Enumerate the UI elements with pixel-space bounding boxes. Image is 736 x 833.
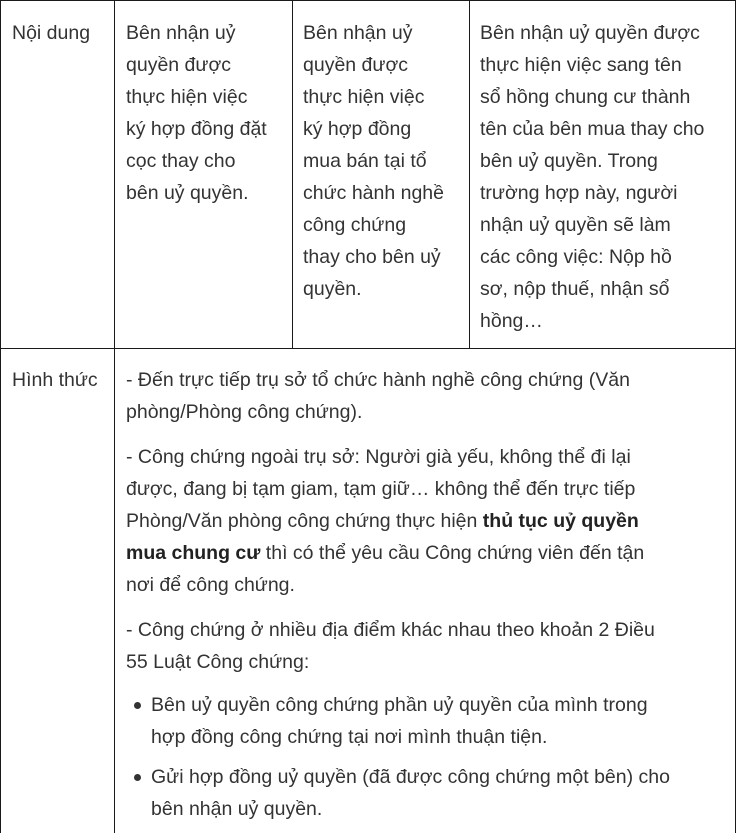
row1-col1-cell: [126, 17, 290, 209]
text-line: Bên nhận uỷ quyền được: [480, 22, 700, 44]
text-run: thì có thể yêu cầu Công chứng viên đến tận: [260, 542, 645, 564]
bold-keyword: mua chung cư: [126, 542, 261, 564]
row2-content-cell: [126, 364, 732, 678]
text-line: ký hợp đồng đặt: [126, 118, 267, 140]
text-line: mua bán tại tổ: [303, 150, 427, 172]
text-line: - Công chứng ngoài trụ sở: Người già yếu, không thể đi lại: [126, 446, 631, 468]
text-line: hồng…: [480, 310, 543, 332]
text-line: - Đến trực tiếp trụ sở tổ chức hành nghề công chứng (Văn: [126, 369, 630, 391]
text-line: - Công chứng ở nhiều địa điểm khác nhau theo khoản 2 Điều: [126, 619, 655, 641]
text-line: thực hiện việc: [126, 86, 248, 108]
text-line: Bên nhận uỷ: [126, 22, 236, 44]
text-line: sơ, nộp thuế, nhận sổ: [480, 278, 670, 300]
text-line: thực hiện việc: [303, 86, 425, 108]
list-item: [127, 761, 732, 825]
text-line: tên của bên mua thay cho: [480, 118, 705, 140]
text-line: quyền được: [126, 54, 231, 76]
text-line: nơi để công chứng.: [126, 574, 295, 596]
text-line: hợp đồng công chứng tại nơi mình thuận tiện.: [151, 726, 548, 748]
text-line: nhận uỷ quyền sẽ làm: [480, 214, 671, 236]
bullet-icon: [134, 774, 141, 781]
bullet-list: [127, 689, 732, 825]
border-left: [0, 0, 1, 833]
bullet-list-cell: [127, 689, 732, 825]
col-divider-2: [292, 0, 293, 349]
text-line: cọc thay cho: [126, 150, 236, 172]
text-line: thay cho bên uỷ: [303, 246, 441, 268]
text-line: bên nhận uỷ quyền.: [151, 798, 323, 820]
row1-label-cell: [12, 17, 112, 49]
text-line: bên uỷ quyền. Trong: [480, 150, 658, 172]
list-item: [127, 689, 732, 753]
row1-col3-cell: [480, 17, 733, 337]
paragraph-3: [126, 614, 732, 678]
text-line: chức hành nghề: [303, 182, 444, 204]
text-line: công chứng: [303, 214, 407, 236]
row2-label: Hình thức: [12, 369, 98, 391]
text-line: các công việc: Nộp hồ: [480, 246, 672, 268]
text-line: được, đang bị tạm giam, tạm giữ… không thể đến trực tiếp: [126, 478, 636, 500]
text-line: 55 Luật Công chứng:: [126, 651, 310, 673]
text-line: quyền được: [303, 54, 408, 76]
text-run: Phòng/Văn phòng công chứng thực hiện: [126, 510, 483, 532]
bullet-icon: [134, 702, 141, 709]
text-line: [126, 537, 732, 569]
border-top: [0, 0, 736, 1]
row2-label-cell: [12, 364, 112, 396]
text-line: [126, 505, 732, 537]
text-line: sổ hồng chung cư thành: [480, 86, 691, 108]
paragraph-2: [126, 441, 732, 601]
text-line: phòng/Phòng công chứng).: [126, 401, 363, 423]
col-divider-3: [469, 0, 470, 349]
bold-keyword: thủ tục uỷ quyền: [482, 510, 639, 532]
row1-label: Nội dung: [12, 22, 91, 44]
paragraph-1: [126, 364, 732, 428]
text-line: bên uỷ quyền.: [126, 182, 249, 204]
col-divider-1: [114, 0, 115, 833]
text-line: Bên nhận uỷ: [303, 22, 413, 44]
row-divider: [0, 348, 736, 349]
row1-col2-cell: [303, 17, 467, 305]
text-line: ký hợp đồng: [303, 118, 412, 140]
text-line: quyền.: [303, 278, 362, 300]
text-line: trường hợp này, người: [480, 182, 678, 204]
text-line: Bên uỷ quyền công chứng phần uỷ quyền của mình trong: [151, 694, 648, 716]
text-line: thực hiện việc sang tên: [480, 54, 682, 76]
text-line: Gửi hợp đồng uỷ quyền (đã được công chứng một bên) cho: [151, 766, 670, 788]
